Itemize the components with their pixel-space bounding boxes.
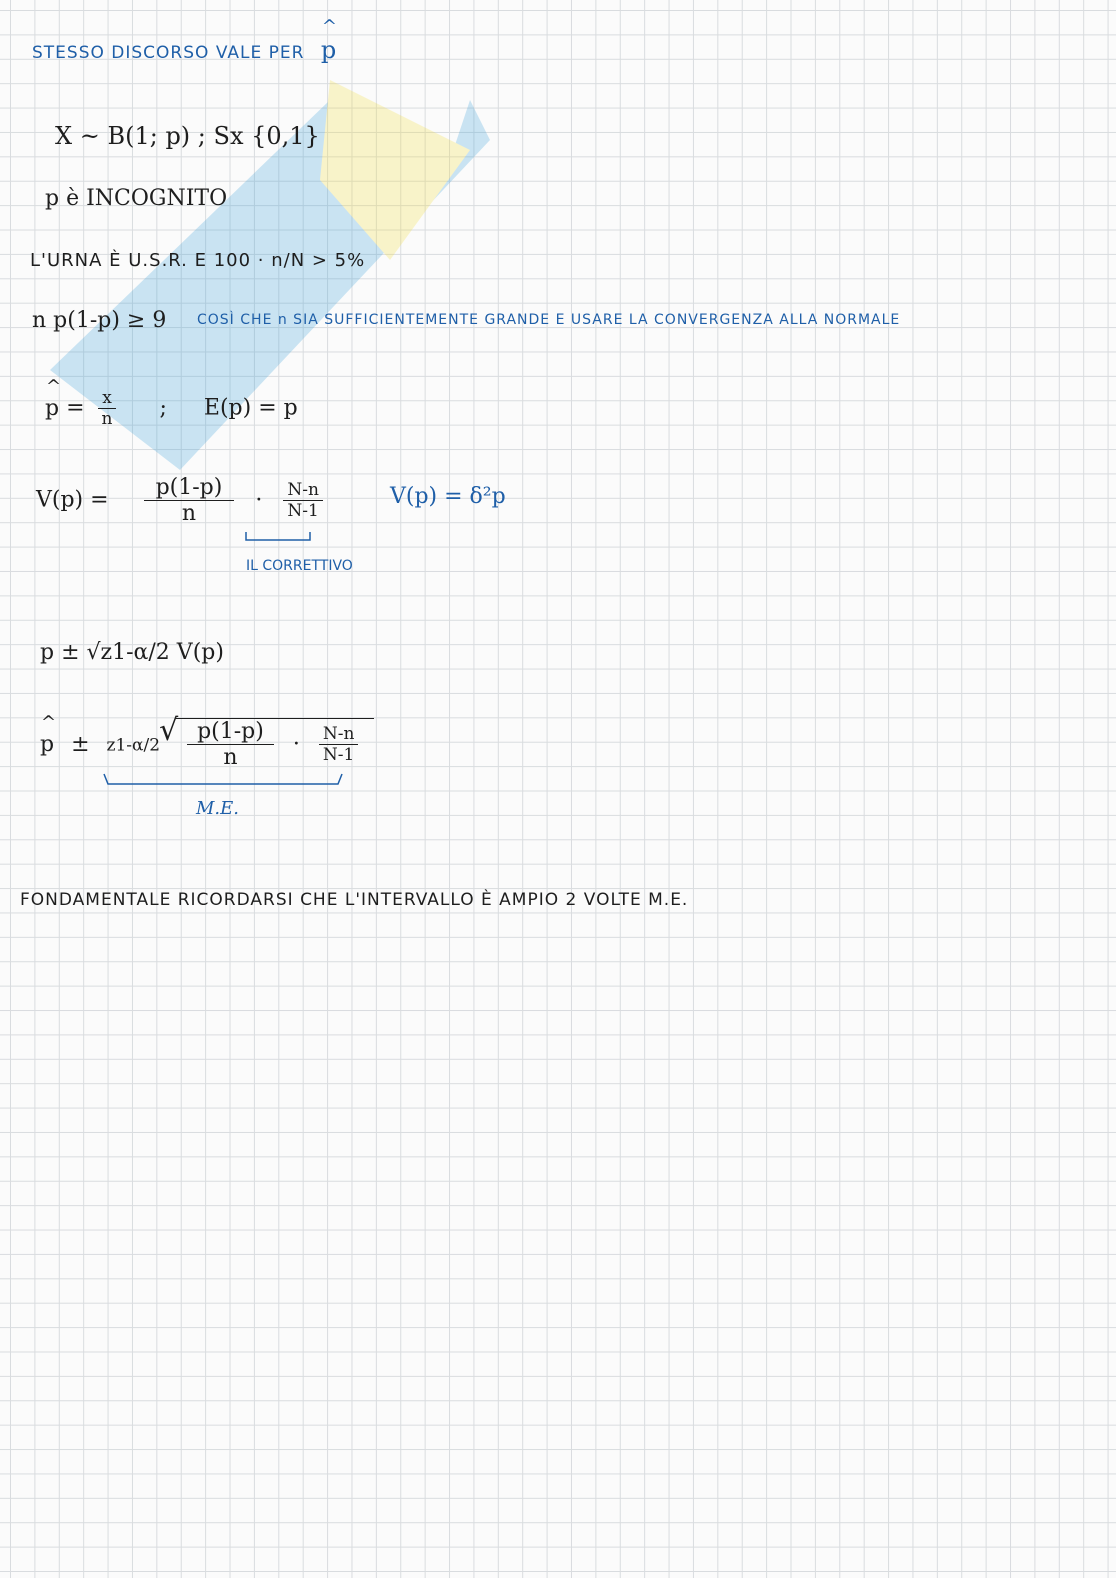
variance-lhs: V(p) = — [36, 487, 109, 513]
correction-fraction: $\frac{N-n}{N-1}$ — [283, 480, 323, 521]
sqrt-term: √ $\frac{p(1-p)}{n}$ · $\frac{N-n}{N-1}$ — [175, 718, 374, 770]
final-note: FONDAMENTALE RICORDARSI CHE L'INTERVALLO È AMPIO 2 VOLTE M.E. — [20, 890, 689, 910]
variance-line: V(p) = $\frac{p(1-p)}{n}$ · $\frac{N-n}{N-1}$ — [36, 475, 329, 526]
condition-line: L'URNA È U.S.R. E 100 · n/N > 5% — [30, 250, 366, 271]
z-quantile: z1-α/2 — [106, 735, 161, 756]
line-intro — [32, 36, 337, 64]
expectation: E(p) = p — [203, 395, 298, 421]
distribution-line: X ~ B(1; p) ; Sx {0,1} — [55, 122, 320, 150]
me-bracket — [102, 772, 352, 790]
interval-correction: $\frac{N-n}{N-1}$ — [319, 724, 359, 765]
estimator-line: ^ p = $\frac{x}{n}$ ; E(p) = p — [45, 388, 298, 429]
interval-fraction: √ $\frac{p(1-p)}{n}$ — [187, 719, 274, 770]
np-condition: n p(1-p) ≥ 9 — [32, 308, 167, 333]
variance-notation: V(p) = δ²p — [390, 484, 506, 509]
x-over-n: $\frac{x}{n}$ — [98, 388, 117, 429]
correction-bracket — [244, 532, 324, 544]
unknown-line: p è INCOGNITO — [45, 186, 228, 211]
interval-short: p ± √z1-α/2 V(p) — [40, 640, 224, 665]
skuola-watermark — [30, 40, 500, 510]
correction-label: IL CORRETTIVO — [246, 558, 353, 574]
variance-fraction: $\frac{p(1-p)}{n}$ — [144, 475, 235, 526]
interval-full: ^ p ± z1-α/2 √ $\frac{p(1-p)}{n}$ · $\frac{N-n}{N-1}$ — [40, 718, 374, 770]
intro-text: STESSO DISCORSO VALE PER — [32, 43, 305, 63]
p-hat: ^ p — [45, 396, 59, 421]
p-hat-symbol: ^ p — [321, 36, 337, 64]
me-label: M.E. — [196, 798, 240, 819]
convergence-note: COSÌ CHE n SIA SUFFICIENTEMENTE GRANDE E USARE LA CONVERGENZA ALLA NORMALE — [197, 312, 901, 328]
